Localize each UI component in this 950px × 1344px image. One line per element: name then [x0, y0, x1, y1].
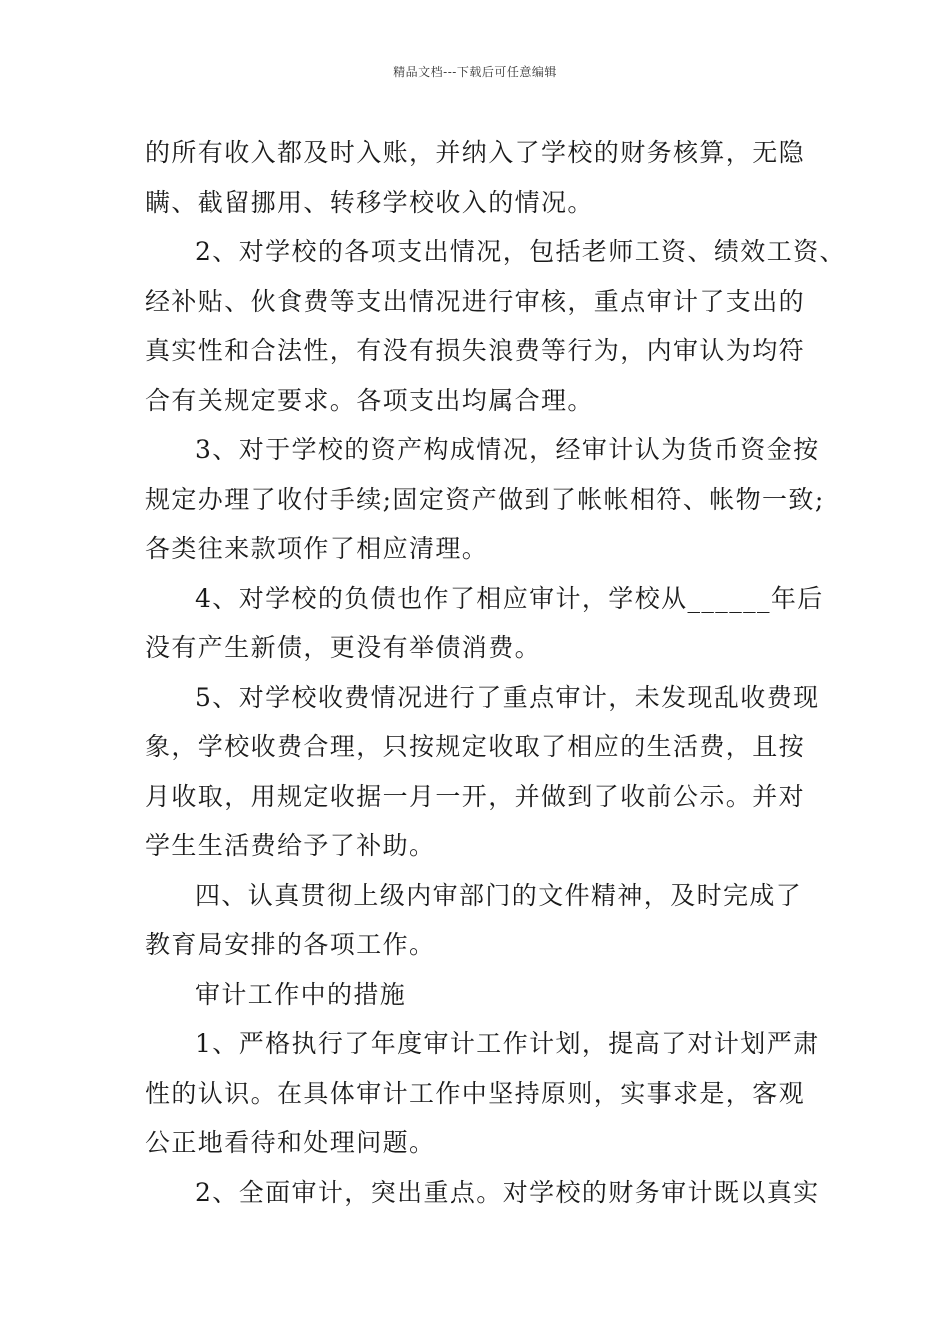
text-line: 象，学校收费合理，只按规定收取了相应的生活费，且按 [145, 732, 806, 761]
text-line: 合有关规定要求。各项支出均属合理。 [145, 385, 594, 415]
text-line: 5、对学校收费情况进行了重点审计，未发现乱收费现 [195, 682, 820, 712]
text-line: 各类往来款项作了相应清理。 [145, 534, 489, 563]
text-line: 规定办理了收付手续;固定资产做到了帐帐相符、帐物一致; [145, 484, 825, 514]
text-line: 没有产生新债，更没有举债消费。 [145, 633, 542, 662]
body-text [145, 128, 846, 1217]
text-line: 审计工作中的措施 [195, 979, 407, 1009]
text-line: 月收取，用规定收据一月一开，并做到了收前公示。并对 [145, 781, 806, 811]
text-line: 教育局安排的各项工作。 [145, 930, 436, 959]
text-line: 性的认识。在具体审计工作中坚持原则，实事求是，客观 [145, 1078, 806, 1108]
page-header: 精品文档---下载后可任意编辑 [393, 65, 557, 79]
text-line: 3、对于学校的资产构成情况，经审计认为货币资金按 [195, 435, 820, 464]
text-line: 学生生活费给予了补助。 [145, 831, 436, 860]
text-line: 2、对学校的各项支出情况，包括老师工资、绩效工资、 [195, 237, 846, 266]
text-line: 2、全面审计，突出重点。对学校的财务审计既以真实 [195, 1177, 820, 1207]
text-line: 四、认真贯彻上级内审部门的文件精神，及时完成了 [195, 880, 803, 910]
text-line: 经补贴、伙食费等支出情况进行审核，重点审计了支出的 [145, 286, 806, 316]
text-line: 瞒、截留挪用、转移学校收入的情况。 [145, 187, 594, 217]
text-line: 公正地看待和处理问题。 [145, 1128, 436, 1157]
text-line: 1、严格执行了年度审计工作计划，提高了对计划严肃 [195, 1029, 820, 1058]
text-line: 4、对学校的负债也作了相应审计，学校从______年后 [195, 583, 824, 613]
text-line: 的所有收入都及时入账，并纳入了学校的财务核算，无隐 [145, 138, 806, 167]
text-line: 真实性和合法性，有没有损失浪费等行为，内审认为均符 [145, 336, 806, 365]
